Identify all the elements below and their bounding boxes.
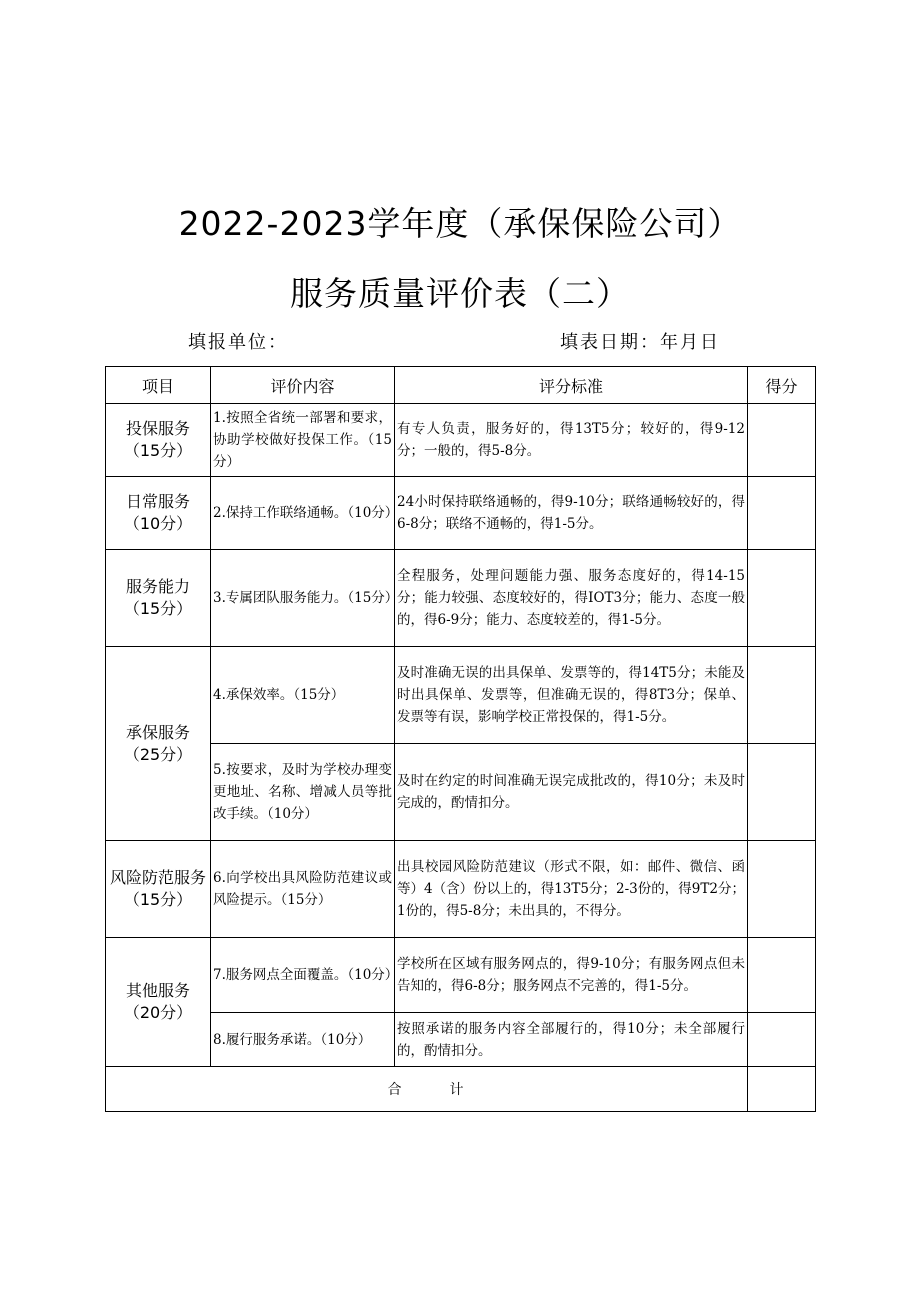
score-cell[interactable] [748,550,816,647]
row-standard: 学校所在区域有服务网点的，得9-10分；有服务网点但未告知的，得6-8分；服务网点不完善的，得1-5分。 [395,938,748,1013]
table-row [106,647,816,744]
row-content: 1.按照全省统一部署和要求，协助学校做好投保工作。（15分） [211,404,395,477]
row-content: 4.承保效率。（15分） [211,647,395,744]
score-cell[interactable] [748,1013,816,1067]
score-cell[interactable] [748,841,816,938]
table-header-row [106,367,816,404]
header-standard: 评分标准 [395,367,748,404]
row-standard: 出具校园风险防范建议（形式不限，如：邮件、微信、函等）4（含）份以上的，得13T5分；2-3份的，得9T2分；1份的，得5-8分；未出具的，不得分。 [395,841,748,938]
row-content: 8.履行服务承诺。（10分） [211,1013,395,1067]
row-content: 5.按要求，及时为学校办理变更地址、名称、增减人员等批改手续。（10分） [211,744,395,841]
row-standard: 有专人负责，服务好的，得13T5分；较好的，得9-12分；一般的，得5-8分。 [395,404,748,477]
table-row [106,1013,816,1067]
page-title: 2022-2023学年度（承保保险公司） [178,204,742,243]
row-item: 其他服务（20分） [106,938,211,1067]
score-cell[interactable] [748,744,816,841]
row-item: 承保服务（25分） [106,647,211,841]
row-content: 7.服务网点全面覆盖。（10分） [211,938,395,1013]
table-row [106,744,816,841]
table-row [106,841,816,938]
row-standard: 全程服务，处理问题能力强、服务态度好的，得14-15分；能力较强、态度较好的，得IOT3分；能力、态度一般的，得6-9分；能力、态度较差的，得1-5分。 [395,550,748,647]
row-standard: 及时在约定的时间准确无误完成批改的，得10分；未及时完成的，酌情扣分。 [395,744,748,841]
score-cell[interactable] [748,938,816,1013]
fill-unit-label: 填报单位： [188,332,288,353]
table-row [106,938,816,1013]
evaluation-table [105,366,816,1112]
row-standard: 24小时保持联络通畅的，得9-10分；联络通畅较好的，得6-8分；联络不通畅的，得1-5分。 [395,477,748,550]
row-item: 风险防范服务（15分） [106,841,211,938]
table-row [106,550,816,647]
row-item: 投保服务（15分） [106,404,211,477]
score-cell[interactable] [748,477,816,550]
score-cell[interactable] [748,404,816,477]
row-item: 服务能力（15分） [106,550,211,647]
total-row [106,1067,816,1112]
total-label: 合计 [106,1067,748,1112]
table-row [106,404,816,477]
table-row [106,477,816,550]
row-content: 6.向学校出具风险防范建议或风险提示。（15分） [211,841,395,938]
row-item: 日常服务（10分） [106,477,211,550]
row-standard: 及时准确无误的出具保单、发票等的，得14T5分；未能及时出具保单、发票等，但准确无误的，得8T3分；保单、发票等有误，影响学校正常投保的，得1-5分。 [395,647,748,744]
header-content: 评价内容 [211,367,395,404]
score-cell[interactable] [748,647,816,744]
page-subtitle: 服务质量评价表（二） [290,274,630,313]
row-content: 3.专属团队服务能力。（15分） [211,550,395,647]
header-item: 项目 [106,367,211,404]
fill-date-label: 填表日期：年月日 [560,332,720,353]
header-score: 得分 [748,367,816,404]
row-content: 2.保持工作联络通畅。（10分） [211,477,395,550]
total-score-cell[interactable] [748,1067,816,1112]
row-standard: 按照承诺的服务内容全部履行的，得10分；未全部履行的，酌情扣分。 [395,1013,748,1067]
